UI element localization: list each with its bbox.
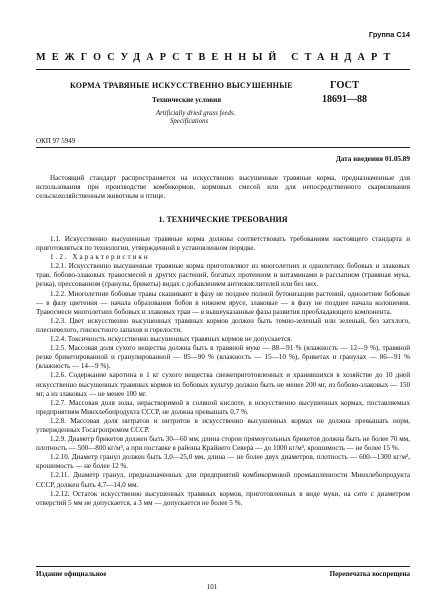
gost-label: ГОСТ <box>330 80 359 91</box>
okp-divider <box>36 147 410 148</box>
paragraph: 1.2.2. Многолетние бобовые травы скашивают в фазу не позднее полной бутонизации растений, однолетние бобовые — в фазу цветения — начала образования бобов в нижнем ярусе, злаковые — в фазу не позднее начала колошения. Травосмеси многолетних бобовых и злаковых трав — в вышеуказанные фазы развития преобладающего компонента. <box>36 289 410 316</box>
paragraph: 1.2.9. Диаметр брикетов должен быть 30—60 мм, длина сторон прямоугольных брикетов должна быть не более 70 мм, плотность — 500—800 кг/м³, а при поставке в районы Крайнего Севера — до 1000 кг/м³, крошимость — не более 15 %. <box>36 435 410 453</box>
section-title: 1. ТЕХНИЧЕСКИЕ ТРЕБОВАНИЯ <box>158 215 288 224</box>
paragraph: 1.2.5. Массовая доля сухого вещества должна быть в травяной муке — 88—91 % (влажность — 12—9 %), травяной резке брикетированной и гранулированной — 85—90 % (влажность — 15—10 %), брикетах и гранулах — 86—91 % (влажность — 14—9 %). <box>36 344 410 371</box>
paragraph: 1.2.3. Цвет искусственно высушенных травяных кормов должен быть темно-зеленый или зеленый, без затхлого, плесневелого, гнилостного запахов и горелости. <box>36 316 410 334</box>
paragraph: 1.2.8. Массовая доля нитратов и нитритов в искусственно высушенных кормах не должна превышать норм, утвержденных Госагропромом СССР. <box>36 416 410 434</box>
group-code: Группа С14 <box>368 30 410 39</box>
english-title: Artificially dried grass feeds. <box>156 110 236 117</box>
paragraph: 1.2.12. Остаток искусственно высушенных травяных кормов, приготовленных в виде муки, на сите с диаметром отверстий 5 мм не допускается, а 3 мм — допускается не более 5 %. <box>36 489 410 507</box>
paragraph: 1.2.1. Искусственно высушенные травяные корма приготовляют из многолетних и однолетних бобовых и злаковых трав, бобово-злаковых травосмесей и других растений, богатых протеином и витаминами в рассыпном (травяная мука, резка), прессованном (гранулы, брикеты) видах с добавлением антиокислителей или без них. <box>36 262 410 289</box>
requirements-body <box>36 235 410 508</box>
intro-paragraph <box>36 174 410 201</box>
official-edition-note: Издание официальное <box>36 570 107 578</box>
document-subtitle: Технические условия <box>152 96 222 104</box>
document-title: КОРМА ТРАВЯНЫЕ ИСКУССТВЕННО ВЫСУШЕННЫЕ <box>70 81 293 90</box>
paragraph: 1.2.4. Токсичность искусственно высушенных травяных кормов не допускается. <box>50 335 293 344</box>
reprint-prohibited-note: Перепечатка воспрещена <box>329 570 410 578</box>
paragraph: 1.2.7. Массовая доля золы, нерастворимой в соляной кислоте, в искусственно высушенных кормах, поставляемых предприятиям Минхлебопродукта СССР, не должна превышать 0,7 %. <box>36 398 410 416</box>
okp-code: ОКП 97 5949 <box>36 137 76 145</box>
footer-divider <box>36 566 410 567</box>
paragraph: 1.2.11. Диаметр гранул, предназначенных для предприятий комбикормовой промышленности Минхлебопродукта СССР, должен быть 4,7—14,0 мм. <box>36 471 410 489</box>
paragraph: 1.2.10. Диаметр гранул должен быть 3,0—25,0 мм, длина — не более двух диаметров, плотность — 600—1300 кг/м³, крошимость — не более 12 %. <box>36 453 410 471</box>
page-number: 101 <box>206 583 218 591</box>
paragraph: 1.2.6. Содержание каротина в 1 кг сухого вещества свежеприготовленных и хранившихся в хозяйстве до 10 дней искусственно высушенных травяных кормов из бобовых культур должно быть не менее 200 мг, из бобово-злаковых — 150 мг, а из злаковых — не менее 100 мг. <box>36 371 410 398</box>
paragraph: 1.2. Характеристики <box>50 253 150 262</box>
paragraph: 1.1. Искусственно высушенные травяные корма должны соответствовать требованиям настоящего стандарта и приготовляться по технологии, утвержденной в установленном порядке. <box>36 235 410 253</box>
header-divider <box>36 69 410 70</box>
english-subtitle: Specifications <box>170 118 209 125</box>
standard-type-heading: МЕЖГОСУДАРСТВЕННЫЙ СТАНДАРТ <box>36 52 397 63</box>
introduction-date: Дата введения 01.05.89 <box>335 155 410 163</box>
intro-text: Настоящий стандарт распространяется на искусственно высушенные травяные корма, предназначенные для использования при производстве комбикормов, кормовых смесей или для непосредственного скармливания сельскохозяйственным животным и птице. <box>36 174 410 201</box>
gost-number: 18691—88 <box>322 94 367 105</box>
